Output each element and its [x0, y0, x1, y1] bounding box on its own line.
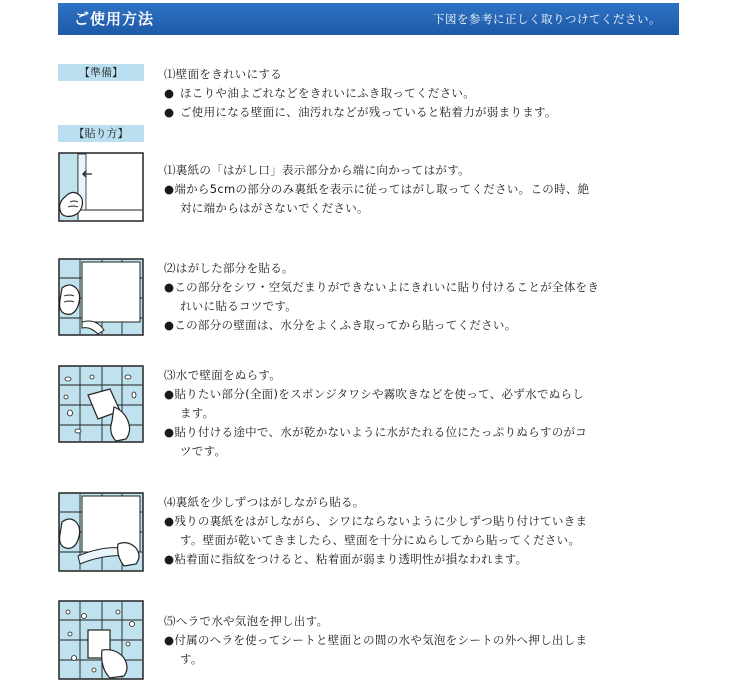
- step-3-line-3: ●貼り付ける途中で、水が乾かないように水がたれる位にたっぷりぬらすのがコ: [164, 425, 588, 439]
- peel-apply-icon: [58, 492, 144, 572]
- step-3-line-4: ツです。: [180, 444, 227, 458]
- step-1-line-2: 対に端からはがさないでください。: [180, 201, 369, 215]
- step-5-block: [164, 612, 587, 669]
- step-2-title: ⑵はがした部分を貼る。: [164, 261, 294, 275]
- page-title: ご使用方法: [74, 10, 155, 28]
- page-header: [58, 3, 679, 35]
- step-3-line-1: ●貼りたい部分(全面)をスポンジタワシや霧吹きなどを使って、必ず水でぬらし: [164, 387, 585, 401]
- step-3-title: ⑶水で壁面をぬらす。: [164, 368, 282, 382]
- prep-tag: 【準備】: [58, 64, 144, 81]
- step-1-block: [164, 161, 589, 218]
- step-2-line-1: ●この部分をシワ・空気だまりができないよにきれいに貼り付けることが全体をき: [164, 280, 600, 294]
- step-2-block: [164, 259, 599, 335]
- step-5-line-2: す。: [180, 652, 203, 666]
- step-5-line-1: ●付属のヘラを使ってシートと壁面との間の水や気泡をシートの外へ押し出しま: [164, 633, 588, 647]
- peel-corner-icon: [58, 152, 144, 222]
- step-4-title: ⑷裏紙を少しずつはがしながら貼る。: [164, 495, 365, 509]
- step-1-title: ⑴裏紙の「はがし口」表示部分から端に向かってはがす。: [164, 163, 470, 177]
- prep-block: [164, 65, 557, 122]
- step-2-line-3: ●この部分の壁面は、水分をよくふき取ってから貼ってください。: [164, 318, 517, 332]
- step-1-line-1: ●端から5cmの部分のみ裏紙を表示に従ってはがし取ってください。この時、絶: [164, 182, 590, 196]
- step-3-block: [164, 366, 587, 461]
- prep-bullet-2: ● ご使用になる壁面に、油汚れなどが残っていると粘着力が弱まります。: [164, 103, 557, 122]
- step-4-block: [164, 493, 587, 569]
- prep-step-title: ⑴壁面をきれいにする: [164, 67, 282, 81]
- step-4-line-2: す。壁面が乾いてきましたら、壁面を十分にぬらしてから貼ってください。: [180, 533, 581, 547]
- step-2-line-2: れいに貼るコツです。: [180, 299, 298, 313]
- page-subtitle: 下図を参考に正しく取りつけてください。: [433, 12, 661, 26]
- prep-bullet-1: ● ほこりや油よごれなどをきれいにふき取ってください。: [164, 84, 557, 103]
- step-4-line-3: ●粘着面に指紋をつけると、粘着面が弱まり透明性が損なわれます。: [164, 552, 528, 566]
- step-3-line-2: ます。: [180, 406, 215, 420]
- step-4-line-1: ●残りの裏紙をはがしながら、シワにならないように少しずつ貼り付けていきま: [164, 514, 588, 528]
- apply-tag: 【貼り方】: [58, 125, 144, 142]
- sponge-wet-icon: [58, 365, 144, 443]
- spatula-icon: [58, 600, 144, 680]
- press-sheet-icon: [58, 258, 144, 336]
- step-5-title: ⑸ヘラで水や気泡を押し出す。: [164, 614, 329, 628]
